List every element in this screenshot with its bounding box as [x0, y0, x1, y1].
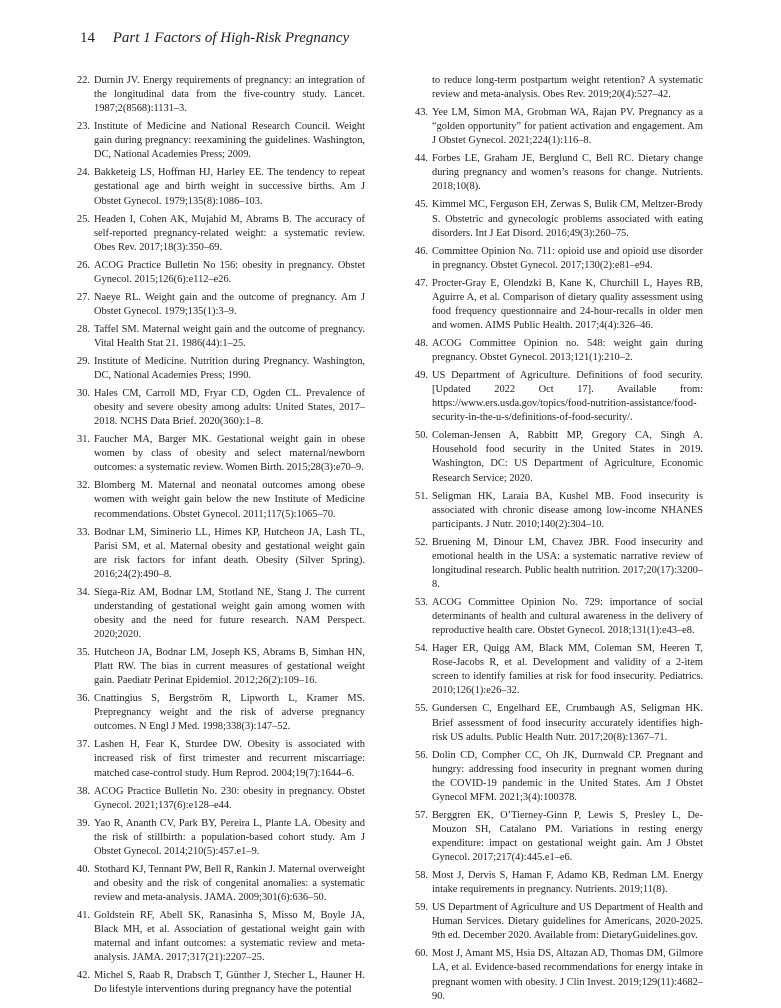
reference-text: Most J, Amant MS, Hsia DS, Altazan AD, Thomas DM, Gilmore LA, et al. Evidence-based recommendations for energy intake in pregnant women with obesity. J Clin Invest. 2019;129(11):4682–90. — [432, 948, 703, 1002]
reference-text: Seligman HK, Laraia BA, Kushel MB. Food insecurity is associated with chronic disease among low-income NHANES participants. J Nutr. 2010;140(2):304–10. — [432, 490, 703, 530]
reference-text: Forbes LE, Graham JE, Berglund C, Bell RC. Dietary change during pregnancy and women’s reasons for change. Nutrients. 2018;10(8). — [432, 153, 703, 193]
reference-item — [415, 152, 703, 194]
reference-item — [415, 429, 703, 485]
reference-number: 26. — [77, 259, 90, 271]
reference-item — [415, 642, 703, 698]
reference-item — [77, 586, 365, 642]
reference-number: 22. — [77, 75, 90, 86]
reference-item — [415, 749, 703, 805]
reference-item — [415, 536, 703, 592]
reference-text: Institute of Medicine. Nutrition during Pregnancy. Washington, DC, National Academies Press; 1990. — [94, 355, 365, 382]
reference-text: ACOG Committee Opinion No. 729: importance of social determinants of health and cultural awareness in the delivery of reproductive health care. Obstet Gynecol. 2018;131(1):e43–e8. — [432, 596, 703, 637]
reference-text: ACOG Practice Bulletin No. 230: obesity in pregnancy. Obstet Gynecol. 2021;137(6):e128–e44. — [94, 785, 365, 811]
reference-number: 49. — [415, 370, 428, 382]
reference-text: Hager ER, Quigg AM, Black MM, Coleman SM, Heeren T, Rose-Jacobs R, et al. Development and validity of a 2-item screen to identify families at risk for food insecurity. Pediatrics. 2010;126(1):e26–32. — [432, 643, 703, 697]
reference-text: Lashen H, Fear K, Sturdee DW. Obesity is associated with increased risk of first trimester and recurrent miscarriage: matched case-control study. Hum Reprod. 2004;19(7):1644–6. — [94, 739, 365, 779]
reference-number: 40. — [77, 863, 90, 875]
reference-number: 38. — [77, 785, 90, 797]
reference-number: 60. — [415, 948, 428, 960]
reference-number: 55. — [415, 703, 428, 715]
reference-number: 52. — [415, 536, 428, 548]
reference-number: 24. — [77, 167, 90, 179]
reference-item — [415, 947, 703, 1003]
reference-item — [77, 291, 365, 319]
reference-item — [77, 323, 365, 351]
reference-text: Naeye RL. Weight gain and the outcome of pregnancy. Am J Obstet Gynecol. 1979;135(1):3–9. — [94, 291, 365, 317]
page-number: 14 — [80, 30, 95, 46]
reference-item — [77, 166, 365, 208]
reference-text: Yee LM, Simon MA, Grobman WA, Rajan PV. Pregnancy as a “golden opportunity” for patient activation and engagement. Am J Obstet Gynecol. 2021;224(1):116–8. — [432, 107, 703, 147]
reference-number: 53. — [415, 596, 428, 608]
reference-text: Committee Opinion No. 711: opioid use and opioid use disorder in pregnancy. Obstet Gynecol. 2017;130(2):e81–e94. — [432, 245, 703, 271]
reference-item — [415, 337, 703, 365]
reference-text: Gundersen C, Engelhard EE, Crumbaugh AS, Seligman HK. Brief assessment of food insecurity accurately identifies high-risk US adults. Public Health Nutr. 2017;20(8):1367–71. — [432, 703, 703, 743]
reference-text: Bodnar LM, Siminerio LL, Himes KP, Hutcheon JA, Lash TL, Parisi SM, et al. Maternal obesity and gestational weight gain are risk factors for infant death. Obesity (Silver Spring). 2016;24(2):490–8. — [94, 526, 365, 580]
reference-number: 46. — [415, 245, 428, 257]
reference-item — [77, 355, 365, 383]
reference-item — [415, 702, 703, 744]
reference-number: 37. — [77, 739, 90, 751]
reference-number: 56. — [415, 749, 428, 761]
reference-text: Faucher MA, Barger MK. Gestational weight gain in obese women by class of obesity and select maternal/newborn outcomes: a systematic review. Women Birth. 2015;28(3):e70–9. — [94, 434, 365, 474]
reference-number: 25. — [77, 213, 90, 225]
reference-text: Blomberg M. Maternal and neonatal outcomes among obese women with weight gain below the new Institute of Medicine recommendations. Obstet Gynecol. 2011;117(5):1065–70. — [94, 480, 365, 520]
reference-item — [415, 596, 703, 638]
reference-text: Taffel SM. Maternal weight gain and the outcome of pregnancy. Vital Health Stat 21. 1986(44):1–25. — [94, 323, 365, 349]
reference-text: Stothard KJ, Tennant PW, Bell R, Rankin J. Maternal overweight and obesity and the risk of congenital anomalies: a systematic review and meta-analysis. JAMA. 2009;301(6):636–50. — [94, 863, 365, 903]
reference-item — [415, 277, 703, 333]
reference-number: 48. — [415, 337, 428, 349]
reference-text: US Department of Agriculture and US Department of Health and Human Services. Dietary guidelines for Americans, 2020-2025. 9th ed. December 2020. Available from: DietaryGuidelines.gov. — [432, 902, 703, 942]
reference-item — [415, 901, 703, 943]
reference-text: Bakketeig LS, Hoffman HJ, Harley EE. The tendency to repeat gestational age and birth weight in successive births. Am J Obstet Gynecol. 1979;135(8):1086–103. — [94, 167, 365, 207]
reference-text: Kimmel MC, Ferguson EH, Zerwas S, Bulik CM, Meltzer-Brody S. Obstetric and gynecologic problems associated with eating disorders. Int J Eat Disord. 2016;49(3):260–75. — [432, 199, 703, 239]
reference-number: 39. — [77, 817, 90, 829]
reference-item — [415, 869, 703, 897]
reference-text: Coleman-Jensen A, Rabbitt MP, Gregory CA, Singh A. Household food security in the United States in 2019. Washington, DC: US Department of Agriculture, Economic Research Service; 2020. — [432, 430, 703, 484]
reference-number: 50. — [415, 430, 428, 442]
reference-item — [77, 785, 365, 813]
reference-item — [415, 490, 703, 532]
running-header — [80, 30, 349, 47]
reference-number: 57. — [415, 809, 428, 821]
reference-item — [415, 106, 703, 148]
reference-number: 47. — [415, 277, 428, 289]
reference-number: 43. — [415, 107, 428, 119]
reference-number: 31. — [77, 434, 90, 446]
reference-text: Headen I, Cohen AK, Mujahid M, Abrams B. The accuracy of self-reported pregnancy-related weight: a systematic review. Obes Rev. 2017;18(3):350–69. — [94, 213, 365, 253]
reference-number: 32. — [77, 480, 90, 492]
reference-text: Michel S, Raab R, Drabsch T, Günther J, Stecher L, Hauner H. Do lifestyle interventions during pregnancy have the potential — [94, 970, 365, 996]
reference-text: Berggren EK, O’Tierney-Ginn P, Lewis S, Presley L, De-Mouzon SH, Catalano PM. Variations in resting energy expenditure: impact on gestational weight gain. Am J Obstet Gynecol. 2017;217(4):445.e1–e6. — [432, 809, 703, 864]
reference-number: 41. — [77, 909, 90, 921]
reference-item — [415, 245, 703, 273]
reference-item — [77, 259, 365, 287]
reference-number: 23. — [77, 121, 90, 133]
reference-number: 54. — [415, 643, 428, 655]
reference-item — [415, 809, 703, 865]
reference-item — [77, 387, 365, 429]
reference-number: 51. — [415, 490, 428, 502]
reference-item — [77, 646, 365, 688]
reference-item — [77, 909, 365, 965]
reference-item — [77, 433, 365, 475]
reference-number: 35. — [77, 647, 90, 659]
reference-text: Durnin JV. Energy requirements of pregnancy: an integration of the longitudinal data from the five-country study. Lancet. 1987;2(8568):1131–3. — [94, 75, 365, 115]
reference-number: 58. — [415, 870, 428, 882]
reference-number: 36. — [77, 693, 90, 705]
reference-text: Hales CM, Carroll MD, Fryar CD, Ogden CL. Prevalence of obesity and severe obesity among adults: United States, 2017–2018. NCHS Data Brief. 2020(360):1–8. — [94, 388, 365, 428]
reference-item — [415, 369, 703, 425]
reference-number: 28. — [77, 323, 90, 335]
reference-item — [77, 817, 365, 859]
reference-text: Bruening M, Dinour LM, Chavez JBR. Food insecurity and emotional health in the USA: a systematic narrative review of longitudinal research. Public health nutrition. 2017;20(17):3200–8. — [432, 536, 703, 590]
reference-number: 34. — [77, 586, 90, 598]
reference-text: Procter-Gray E, Olendzki B, Kane K, Churchill L, Hayes RB, Aguirre A, et al. Comparison of dietary quality assessment using food frequency questionnaire and 24-hour-recalls in older men and women. AIMS Public Health. 2017;4(4):326–46. — [432, 277, 703, 331]
reference-text: Most J, Dervis S, Haman F, Adamo KB, Redman LM. Energy intake requirements in pregnancy. Nutrients. 2019;11(8). — [432, 870, 703, 896]
reference-text: ACOG Practice Bulletin No 156: obesity in pregnancy. Obstet Gynecol. 2015;126(6):e112–e26. — [94, 259, 365, 285]
references-left-column — [77, 74, 365, 1001]
reference-item — [77, 692, 365, 734]
reference-text: Dolin CD, Compher CC, Oh JK, Durnwald CP. Pregnant and hungry: addressing food insecurity in pregnant women during the COVID-19 pandemic in the United States. Am J Obstet Gynecol MFM. 2021;3(4):100378. — [432, 749, 703, 803]
reference-item — [77, 863, 365, 905]
reference-item — [77, 526, 365, 582]
reference-item — [415, 198, 703, 240]
reference-text: Goldstein RF, Abell SK, Ranasinha S, Misso M, Boyle JA, Black MH, et al. Association of gestational weight gain with maternal and infant outcomes: a systematic review and meta-analysis. JAMA. 2017;317(21):2207–25. — [94, 909, 365, 964]
running-title: Part 1 Factors of High-Risk Pregnancy — [112, 30, 350, 46]
reference-number: 33. — [77, 526, 90, 538]
reference-text: Institute of Medicine and National Research Council. Weight gain during pregnancy: reexamining the guidelines. Washington, DC, National Academies Press; 2009. — [94, 121, 365, 161]
reference-item — [77, 479, 365, 521]
reference-text: US Department of Agriculture. Definitions of food security. [Updated 2022 Oct 17]. Available from: https://www.ers.usda.gov/topics/food-nutrition-assistance/food-security-in-the-u-s/definitions-of-food-security/. — [432, 370, 703, 424]
reference-number: 29. — [77, 355, 90, 367]
reference-number: 30. — [77, 388, 90, 399]
reference-text: Hutcheon JA, Bodnar LM, Joseph KS, Abrams B, Simhan HN, Platt RW. The bias in current measures of gestational weight gain. Paediatr Perinat Epidemiol. 2012;26(2):109–16. — [94, 647, 365, 687]
reference-item — [77, 213, 365, 255]
reference-item — [77, 74, 365, 116]
reference-number: 45. — [415, 199, 428, 211]
reference-item — [77, 738, 365, 780]
reference-item — [77, 120, 365, 162]
reference-text: ACOG Committee Opinion no. 548: weight gain during pregnancy. Obstet Gynecol. 2013;121(1):210–2. — [432, 337, 703, 364]
references-right-column — [415, 74, 703, 1008]
reference-text: Siega-Riz AM, Bodnar LM, Stotland NE, Stang J. The current understanding of gestational weight gain among women with obesity and the need for future research. NAM Perspect. 2020;2020. — [94, 586, 365, 641]
reference-number: 59. — [415, 902, 428, 914]
reference-continuation: to reduce long-term postpartum weight retention? A systematic review and meta-analysis. Obes Rev. 2019;20(4):527–42. — [432, 75, 703, 101]
reference-item — [77, 969, 365, 997]
reference-text: Cnattingius S, Bergström R, Lipworth L, Kramer MS. Prepregnancy weight and the risk of adverse pregnancy outcomes. N Engl J Med. 1998;338(3):147–52. — [94, 693, 365, 733]
reference-text: Yao R, Ananth CV, Park BY, Pereira L, Plante LA. Obesity and the risk of stillbirth: a population-based cohort study. Am J Obstet Gynecol. 2014;210(5):457.e1–9. — [94, 817, 365, 857]
reference-number: 44. — [415, 153, 428, 165]
reference-number: 42. — [77, 970, 90, 982]
reference-number: 27. — [77, 291, 90, 303]
